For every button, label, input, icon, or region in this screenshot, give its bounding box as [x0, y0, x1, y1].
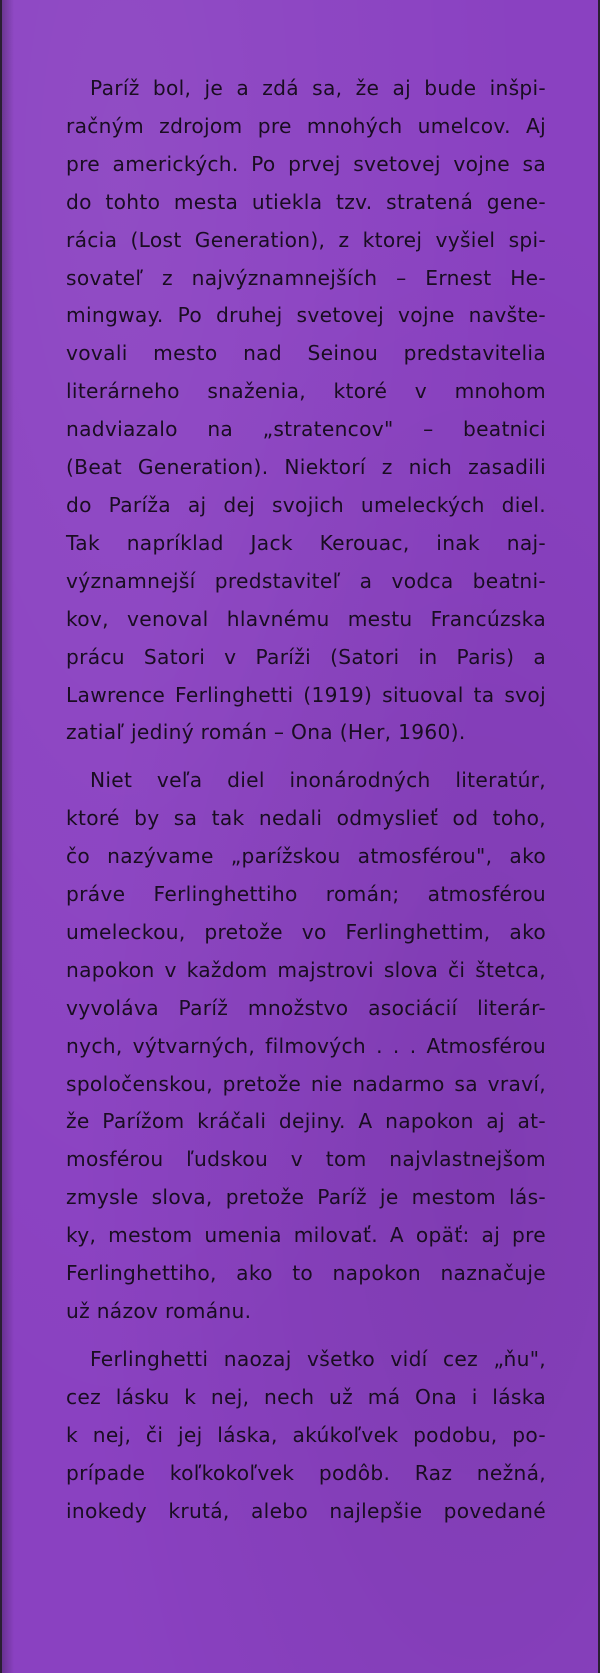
text-line: Lawrence Ferlinghetti (1919) situoval ta svoj: [66, 682, 546, 707]
text-line: sovateľ z najvýznamnejších – Ernest He-: [66, 265, 546, 290]
text-line: napokon v každom majstrovi slova či štetca,: [66, 957, 546, 982]
text-line: Tak napríklad Jack Kerouac, inak naj-: [66, 530, 546, 555]
text-line: mingway. Po druhej svetovej vojne navšte-: [66, 303, 546, 328]
text-line: zmysle slova, pretože Paríž je mestom lás-: [66, 1185, 546, 1210]
text-line: prípade koľkokoľvek podôb. Raz nežná,: [66, 1460, 546, 1485]
text-line: čo nazývame „parížskou atmosférou", ako: [66, 844, 546, 869]
text-line: račným zdrojom pre mnohých umelcov. Aj: [66, 113, 546, 138]
spine-shadow: [2, 0, 14, 1673]
text-line: do tohto mesta utiekla tzv. stratená gene-: [66, 189, 546, 214]
text-line: spoločenskou, pretože nie nadarmo sa vraví,: [66, 1071, 546, 1096]
text-line: Ferlinghettiho, ako to napokon naznačuje: [66, 1261, 546, 1286]
blurb-text: [66, 70, 546, 1540]
text-line: významnejší predstaviteľ a vodca beatni-: [66, 568, 546, 593]
text-line: cez lásku k nej, nech už má Ona i láska: [66, 1384, 546, 1409]
text-line: vovali mesto nad Seinou predstavitelia: [66, 341, 546, 366]
text-line: nych, výtvarných, filmových . . . Atmosférou: [66, 1033, 546, 1058]
paragraph-2: [66, 762, 546, 1331]
book-cover-flap: [2, 0, 598, 1673]
text-line: že Parížom kráčali dejiny. A napokon aj at-: [66, 1109, 546, 1134]
text-line: rácia (Lost Generation), z ktorej vyšiel spi-: [66, 227, 546, 252]
text-line: k nej, či jej láska, akúkoľvek podobu, po-: [66, 1422, 546, 1447]
text-line: inokedy krutá, alebo najlepšie povedané: [66, 1498, 546, 1523]
text-line: Ferlinghetti naozaj všetko vidí cez „ňu",: [90, 1346, 546, 1371]
text-line: umeleckou, pretože vo Ferlinghettim, ako: [66, 919, 546, 944]
text-line: pre amerických. Po prvej svetovej vojne sa: [66, 151, 546, 176]
text-line: (Beat Generation). Niektorí z nich zasadili: [66, 455, 546, 480]
text-line: zatiaľ jediný román – Ona (Her, 1960).: [66, 720, 466, 745]
paragraph-3: [66, 1341, 546, 1531]
text-line: prácu Satori v Paríži (Satori in Paris) a: [66, 644, 546, 669]
text-line: práve Ferlinghettiho román; atmosférou: [66, 882, 546, 907]
paragraph-1: [66, 70, 546, 752]
text-line: Niet veľa diel inonárodných literatúr,: [90, 768, 546, 793]
text-line: už názov románu.: [66, 1299, 252, 1323]
text-line: do Paríža aj dej svojich umeleckých diel.: [66, 492, 546, 517]
text-line: literárneho snaženia, ktoré v mnohom: [66, 379, 546, 404]
text-line: Paríž bol, je a zdá sa, že aj bude inšpi-: [90, 76, 546, 100]
text-line: ky, mestom umenia milovať. A opäť: aj pre: [66, 1223, 546, 1248]
text-line: kov, venoval hlavnému mestu Francúzska: [66, 606, 546, 631]
text-line: mosférou ľudskou v tom najvlastnejšom: [66, 1147, 546, 1172]
text-line: nadviazalo na „stratencov" – beatnici: [66, 417, 546, 442]
text-line: vyvoláva Paríž množstvo asociácií literár-: [66, 995, 546, 1020]
text-line: ktoré by sa tak nedali odmyslieť od toho,: [66, 806, 546, 831]
